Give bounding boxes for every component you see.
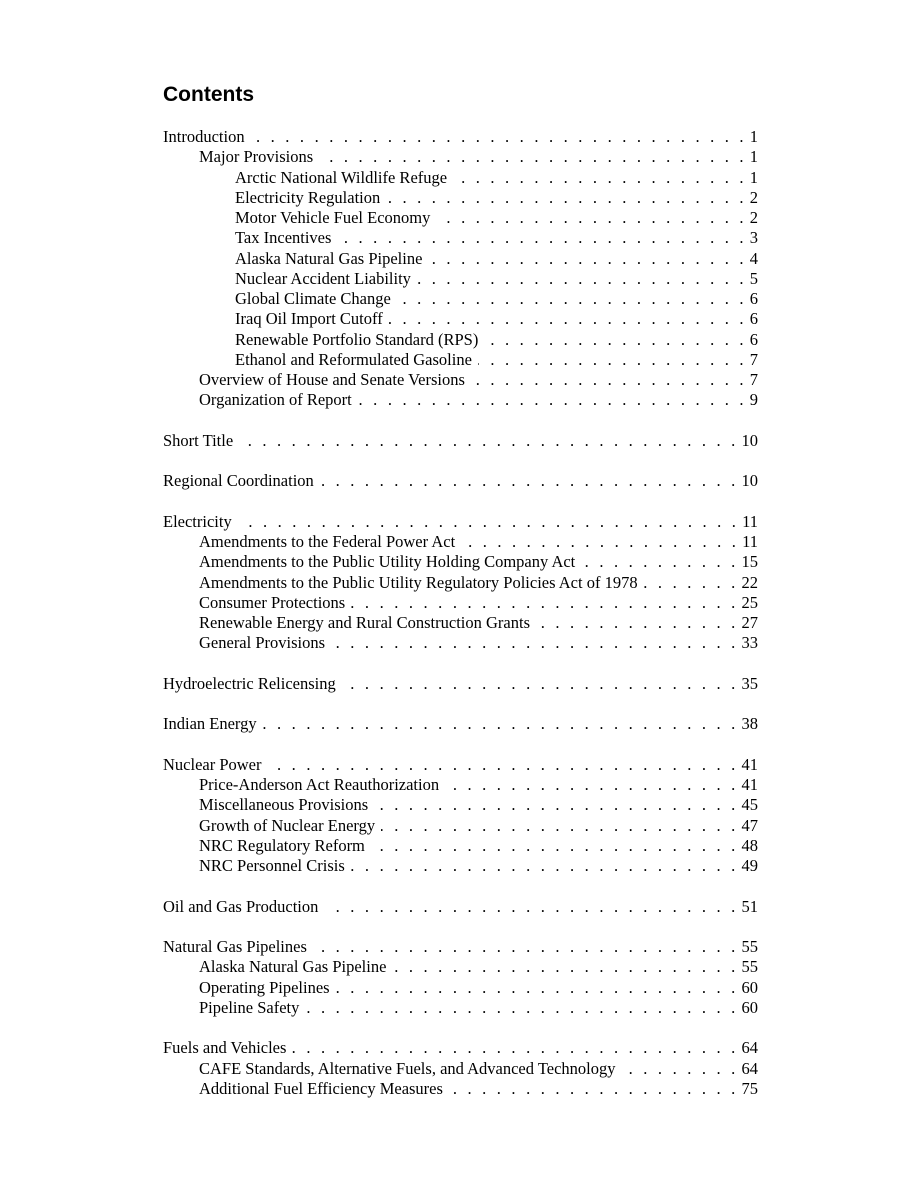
toc-entry-title: Iraq Oil Import Cutoff (235, 309, 383, 329)
toc-entry-page: 2 (749, 208, 758, 227)
toc-entry (163, 573, 758, 593)
toc-dot-leader (238, 512, 739, 532)
toc-entry-title: Introduction (163, 127, 245, 146)
toc-entry (163, 289, 758, 309)
toc-dot-leader (461, 532, 739, 552)
toc-dot-leader (484, 330, 746, 350)
toc-dot-leader (381, 816, 738, 836)
toc-entry-title: Alaska Natural Gas Pipeline (235, 248, 423, 268)
toc-entry (163, 1059, 758, 1079)
toc-entry-title: Fuels and Vehicles (163, 1038, 287, 1058)
toc-dot-leader (374, 795, 738, 815)
toc-entry-title: General Provisions (199, 633, 326, 653)
toc-dot-leader (331, 633, 738, 653)
toc-entry-page: 7 (749, 370, 758, 389)
toc-entry (163, 330, 758, 350)
toc-entry-title: Tax Incentives (235, 228, 332, 248)
toc-dot-leader (358, 390, 747, 410)
toc-entry (163, 714, 758, 734)
toc-entry-page: 9 (749, 390, 758, 410)
toc-entry-page: 10 (741, 430, 758, 450)
toc-dot-leader (386, 188, 747, 208)
toc-entry-page: 64 (741, 1058, 758, 1078)
toc-entry-title: NRC Regulatory Reform (199, 835, 365, 855)
toc-dot-leader (436, 208, 746, 228)
toc-entry-page: 11 (742, 532, 758, 551)
toc-entry-page: 1 (749, 167, 758, 187)
toc-dot-leader (336, 978, 739, 998)
toc-entry-page: 41 (741, 754, 758, 774)
toc-entry (163, 309, 758, 329)
toc-entry-title: CAFE Standards, Alternative Fuels, and Advanced Technology (199, 1058, 616, 1078)
toc-entry (163, 633, 758, 653)
toc-entry-title: Natural Gas Pipelines (163, 937, 307, 956)
toc-entry-title: Consumer Protections (199, 592, 346, 612)
toc-entry (163, 1079, 758, 1099)
toc-entry-page: 22 (741, 572, 758, 592)
toc-entry-page: 51 (741, 896, 758, 916)
toc-entry-title: Nuclear Power (163, 754, 262, 774)
toc-entry-page: 48 (741, 835, 758, 855)
toc-entry-title: Major Provisions (199, 147, 314, 167)
toc-entry-title: Additional Fuel Efficiency Measures (199, 1078, 443, 1098)
toc-entry-page: 6 (749, 309, 758, 329)
toc-entry (163, 390, 758, 410)
toc-dot-leader (342, 674, 739, 694)
toc-entry-page: 27 (741, 613, 758, 632)
toc-dot-leader (319, 147, 747, 167)
toc-entry-title: Operating Pipelines (199, 977, 330, 997)
toc-entry-page: 55 (741, 957, 758, 977)
toc-dot-leader (471, 370, 747, 390)
toc-entry (163, 512, 758, 532)
toc-entry-title: Pipeline Safety (199, 997, 300, 1017)
toc-entry-title: Organization of Report (199, 390, 352, 410)
toc-entry (163, 370, 758, 390)
toc-entry-title: Price-Anderson Act Reauthorization (199, 775, 440, 794)
toc-entry-page: 10 (741, 471, 758, 491)
toc-entry (163, 471, 758, 491)
toc-entry-title: Renewable Energy and Rural Construction Grants (199, 613, 530, 632)
toc-entry-title: Electricity Regulation (235, 187, 381, 207)
toc-dot-leader (536, 613, 739, 633)
toc-dot-leader (371, 836, 739, 856)
toc-dot-leader (263, 714, 739, 734)
toc-dot-leader (337, 228, 746, 248)
toc-entry-title: Regional Coordination (163, 471, 314, 491)
toc-entry-title: Amendments to the Federal Power Act (199, 532, 456, 551)
toc-entry (163, 127, 758, 147)
toc-dot-leader (292, 1038, 738, 1058)
toc-entry-title: Oil and Gas Production (163, 896, 319, 916)
toc-entry (163, 147, 758, 167)
toc-entry (163, 593, 758, 613)
toc-dot-leader (428, 249, 746, 269)
toc-dot-leader (417, 269, 747, 289)
toc-dot-leader (389, 309, 747, 329)
toc-entry (163, 188, 758, 208)
toc-dot-leader (453, 168, 747, 188)
toc-dot-leader (621, 1059, 738, 1079)
toc-entry-page: 4 (749, 248, 758, 268)
toc-entry (163, 978, 758, 998)
toc-entry (163, 816, 758, 836)
toc-dot-leader (313, 937, 739, 957)
toc-entry-page: 75 (741, 1078, 758, 1098)
toc-dot-leader (445, 775, 738, 795)
toc-entry (163, 431, 758, 451)
toc-dot-leader (320, 471, 739, 491)
page-title: Contents (163, 83, 254, 106)
toc-entry-page: 11 (742, 511, 758, 531)
toc-entry (163, 228, 758, 248)
toc-entry-page: 55 (741, 937, 758, 956)
toc-entry (163, 350, 758, 370)
toc-entry-page: 1 (749, 127, 758, 146)
toc-entry-title: Ethanol and Reformulated Gasoline (235, 349, 472, 369)
toc-entry-page: 41 (741, 775, 758, 794)
toc-entry-title: Amendments to the Public Utility Holding Company Act (199, 552, 576, 572)
toc-entry-title: Global Climate Change (235, 289, 391, 308)
toc-dot-leader (644, 573, 739, 593)
toc-entry-title: Alaska Natural Gas Pipeline (199, 957, 387, 977)
toc-entry-page: 7 (749, 349, 758, 369)
toc-entry-title: Renewable Portfolio Standard (RPS) (235, 329, 479, 349)
toc-dot-leader (239, 431, 738, 451)
toc-entry (163, 897, 758, 917)
toc-entry (163, 1038, 758, 1058)
toc-entry-page: 60 (741, 997, 758, 1017)
toc-entry-page: 6 (749, 329, 758, 349)
toc-entry-page: 35 (741, 673, 758, 693)
toc-entry-page: 15 (741, 552, 758, 572)
toc-dot-leader (397, 289, 747, 309)
toc-entry (163, 208, 758, 228)
toc-entry-page: 6 (749, 289, 758, 308)
toc-dot-leader (478, 350, 747, 370)
table-of-contents (163, 127, 758, 1099)
toc-entry-title: NRC Personnel Crisis (199, 856, 345, 875)
toc-entry-page: 47 (741, 815, 758, 835)
toc-dot-leader (392, 957, 738, 977)
toc-entry (163, 249, 758, 269)
toc-entry-page: 2 (749, 187, 758, 207)
toc-dot-leader (351, 593, 738, 613)
toc-entry (163, 795, 758, 815)
toc-entry (163, 755, 758, 775)
toc-entry (163, 957, 758, 977)
toc-entry-title: Hydroelectric Relicensing (163, 673, 336, 693)
toc-entry-page: 3 (749, 228, 758, 248)
toc-entry-title: Amendments to the Public Utility Regulatory Policies Act of 1978 (199, 572, 638, 592)
toc-entry-title: Arctic National Wildlife Refuge (235, 167, 448, 187)
toc-entry-page: 49 (741, 856, 758, 875)
toc-entry (163, 168, 758, 188)
toc-entry-title: Nuclear Accident Liability (235, 268, 411, 288)
toc-entry (163, 775, 758, 795)
toc-entry (163, 856, 758, 876)
toc-entry-page: 60 (741, 977, 758, 997)
toc-dot-leader (581, 552, 738, 572)
toc-entry (163, 998, 758, 1018)
toc-entry-title: Growth of Nuclear Energy (199, 815, 376, 835)
toc-entry-title: Overview of House and Senate Versions (199, 370, 465, 389)
toc-entry (163, 836, 758, 856)
toc-dot-leader (251, 127, 747, 147)
toc-dot-leader (305, 998, 738, 1018)
toc-dot-leader (351, 856, 739, 876)
toc-entry-page: 45 (741, 795, 758, 815)
toc-entry-page: 38 (741, 714, 758, 734)
toc-entry (163, 532, 758, 552)
toc-entry-title: Short Title (163, 430, 234, 450)
toc-entry (163, 674, 758, 694)
toc-entry-title: Miscellaneous Provisions (199, 795, 369, 815)
toc-entry-title: Electricity (163, 511, 232, 531)
toc-dot-leader (268, 755, 739, 775)
toc-entry (163, 552, 758, 572)
toc-entry-page: 64 (741, 1038, 758, 1058)
toc-entry (163, 937, 758, 957)
toc-entry (163, 613, 758, 633)
toc-entry (163, 269, 758, 289)
toc-dot-leader (449, 1079, 739, 1099)
toc-dot-leader (324, 897, 738, 917)
toc-entry-page: 33 (741, 633, 758, 653)
toc-entry-page: 5 (749, 268, 758, 288)
toc-entry-page: 1 (749, 147, 758, 167)
toc-entry-title: Motor Vehicle Fuel Economy (235, 208, 431, 227)
toc-entry-page: 25 (741, 592, 758, 612)
toc-entry-title: Indian Energy (163, 714, 257, 734)
